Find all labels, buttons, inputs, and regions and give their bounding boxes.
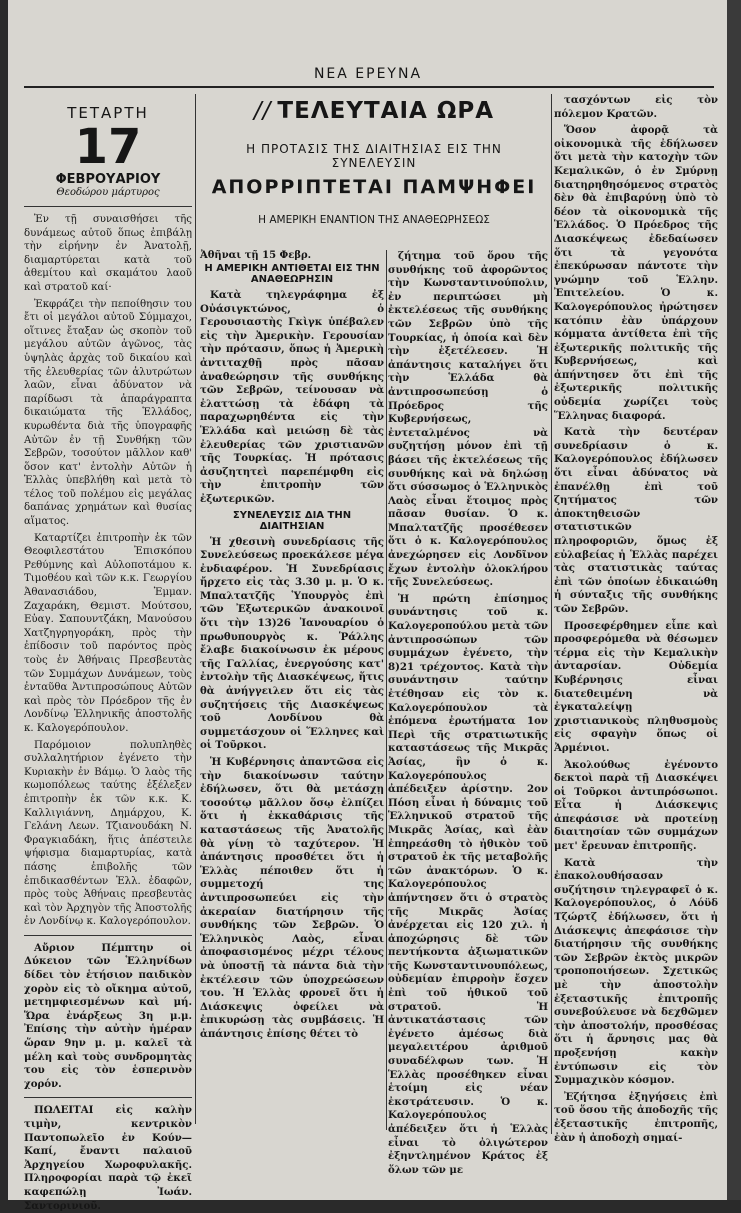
paragraph: Κατὰ τὴν ἐπακολουθήσασαν συζήτησιν τηλεγραφεῖ ὁ κ. Καλογερόπουλος, ὁ Λόϋδ Τζώρτζ ἐδήλωσεν, ὅτι ἡ Διάσκεψις ἀπεφάσισε τὴν διατήρησιν τῆς συνθήκης τῶν Σεβρῶν ἐκτὸς μικρῶν τροποποιήσεων. Σχετικῶς μὲ τὴν ἀποστολὴν ἐξεταστικῆς ἐπιτροπῆς συνεβούλευσε νὰ δεχθῶμεν τὴν ἀποστολήν, προσθέσας ὅτι ἡ ἄρνησις μας θὰ προξενήσῃ κακὴν ἐντύπωσιν εἰς τὸν Συμμαχικὸν κόσμον. xyxy=(554,856,718,1087)
column-1 xyxy=(24,94,192,1212)
column-rule xyxy=(195,94,196,1124)
paragraph: Ἡ πρώτη ἐπίσημος συνάντησις τοῦ κ. Καλογεροπούλου μετὰ τῶν ἀντιπροσώπων τῶν συμμάχων ἐγένετο, τὴν 8)21 τρέχοντος. Κατὰ τὴν συνάντησιν ταύτην ἐτέθησαν εἰς τὸν κ. Καλογερόπουλον τὰ ἑπόμενα ἐρωτήματα 1ον Περὶ τῆς στρατιωτικῆς καταστάσεως τῆς Μικρᾶς Ἀσίας, ἣν ὁ κ. Καλογερόπουλος ἀπέδειξεν ἀρίστην. 2ον Πόση εἶναι ἡ δύναμις τοῦ Ἑλληνικοῦ στρατοῦ τῆς Μικρᾶς Ἀσίας, καὶ ἐὰν ἐπηρεάσθη τὸ ἠθικὸν τοῦ στρατοῦ ἐκ τῆς μεταβολῆς τῶν ἀνακτόρων. Ὁ κ. Καλογερόπουλος ἀπήντησεν ὅτι ὁ στρατὸς τῆς Μικρᾶς Ἀσίας ἀνέρχεται εἰς 120 χιλ. ἡ ἀποχώρησις δὲ τῶν πεντήκοντα ἀξιωματικῶν τῆς Κωνσταντινουπόλεως, οὐδεμίαν ἐπιρροὴν ἔσχεν ἐπὶ τοῦ ἠθικοῦ τοῦ στρατοῦ. Ἡ ἀντικατάστασις τῶν ἐγένετο ἀμέσως διὰ μεγαλειτέρου ἀριθμοῦ συναδέλφων των. Ἡ Ἑλλὰς προσέθηκεν εἶναι ἑτοίμη εἰς νέαν ἐκστράτευσιν. Ὁ κ. Καλογερόπουλος ἀπέδειξεν ὅτι ἡ Ἑλλὰς εἶναι τὸ ὀλιγώτερον ἐξηντλημένον Κράτος ἐξ ὅλων τῶν με xyxy=(388,592,548,1176)
saint-of-day: Θεοδώρου μάρτυρος xyxy=(56,187,160,198)
headline-deck: Η ΑΜΕΡΙΚΗ ΕΝΑΝΤΙΟΝ ΤΗΣ ΑΝΑΘΕΩΡΗΣΕΩΣ xyxy=(258,214,490,226)
divider xyxy=(24,935,192,936)
top-rule xyxy=(24,86,714,88)
day-number: 17 xyxy=(74,119,142,175)
column-3 xyxy=(388,250,548,1176)
divider xyxy=(24,206,192,207)
column-2 xyxy=(200,250,384,1130)
paragraph: Ἐζήτησα ἐξηγήσεις ἐπὶ τοῦ ὅσου τῆς ἀποδοχῆς τῆς ἐξεταστικῆς ἐπιτροπῆς, ἐὰν ἡ ἀποδοχὴ σημαί- xyxy=(554,1090,718,1144)
headline-top: // ΤΕΛΕΥΤΑΙΑ ΩΡΑ xyxy=(253,98,495,124)
day-name: ΤΕΤΑΡΤΗ xyxy=(67,104,149,122)
paragraph: Καταρτίζει ἐπιτροπὴν ἐκ τῶν Θεοφιλεστάτου Ἐπισκόπου Ρεθύμνης καὶ Αὐλοποτάμου κ. Τιμοθέου καὶ τῶν κ.κ. Γεωργίου Ἀθανασιάδου, Ἐμμαν. Ζαχαράκη, Θεμιστ. Μούτσου, Εὐαγ. Σαπουντζάκη, Μανούσου Χατζηγρηγοράκη, πρὸς τὴν ἐπίδοσιν τοῦ παρόντος πρὸς τοὺς ἐν Ἀθήναις Πρεσβευτὰς τῶν Συμμάχων Δυνάμεων, τοὺς ἐνταῦθα Ἀντιπροσώπους Αὐτῶν καὶ πρὸς τὸν Πρόεδρον τῆς ἐν Λονδίνῳ Ἑλληνικῆς ἀποστολῆς κ. Καλογερόπουλον. xyxy=(24,532,192,734)
paragraph: Παρόμοιον πολυπληθὲς συλλαλητήριον ἐγένετο τὴν Κυριακὴν ἐν Βάμῳ. Ὁ λαὸς τῆς κωμοπόλεως ταύτης ἐξέλεξεν ἐπιτροπὴν ἐκ τῶν κ.κ. Κ. Καλλιγιάννη, Δημάρχου, Κ. Γελάνη Λεων. Τζιανουδάκη Ν. Φραγκιαδάκη, ἥτις ἀπέστειλε ψήφισμα διαμαρτυρίας, κατὰ πάσης ἐπιβολῆς τῶν ἐπιδικασθέντων Ἑλλ. ἐδαφῶν, πρὸς τοὺς Ἀθήναις πρεσβευτὰς καὶ τὸν Ἀρχηγὸν τῆς Ἀποστολῆς ἐν Λονδίνῳ κ. Καλογερόπουλον. xyxy=(24,739,192,928)
column-rule xyxy=(551,94,552,1134)
column-rule xyxy=(386,250,387,1130)
paragraph: Προσεφέρθημεν εἶπε καὶ προσφερόμεθα νὰ θέσωμεν τέρμα εἰς τὴν Κεμαλικὴν ἀνταρσίαν. Οὐδεμία Κυβέρνησις εἶναι διατεθειμένη νὰ ἐγκαταλείψῃ χριστιανικοὺς πληθυσμοὺς εἰς σφαγὴν ὅπως οἱ Ἀρμένιοι. xyxy=(554,619,718,754)
paragraph: Ὅσον ἀφορᾷ τὰ οἰκονομικὰ τῆς ἐδήλωσεν ὅτι μετὰ τὴν κατοχὴν τῶν Κεμαλικῶν, ὁ ἐν Σμύρνῃ διατηρηθησόμενος στρατὸς δὲν θὰ ἐπιβαρύνῃ ὑπὸ τὸ δέον τὰ οἰκονομικὰ τῆς Ἑλλάδος. Ὁ Πρόεδρος τῆς Διασκέψεως ἐδεδαίωσεν ὅτι τὰ γεγονότα ἐπεκύρωσαν πάντοτε τὴν γνώμην τοῦ Ἑλλην. Ἐπιτελείου. Ὁ κ. Καλογερόπουλος ἠρώτησεν κατόπιν ἐὰν ὑπάρχουν κόμματα ἀντίθετα ἐπὶ τῆς ἐξωτερικῆς πολιτικῆς τῆς Κυβερνήσεως, καὶ ἀπήντησεν ὅτι ἐπὶ τῆς ἐξωτερικῆς πολιτικῆς οὐδεμία χωρίζει τοὺς Ἕλληνας διαφορά. xyxy=(554,124,718,422)
subhead-assembly: ΣΥΝΕΛΕΥΣΙΣ ΔΙΑ ΤΗΝ ΔΙΑΙΤΗΣΙΑΝ xyxy=(232,509,352,532)
page-edge xyxy=(727,0,741,1200)
headline-main: ΑΠΟΡΡΙΠΤΕΤΑΙ ΠΑΜΨΗΦΕΙ xyxy=(211,176,537,198)
paragraph: Κατὰ τηλεγράφημα ἐξ Οὐάσιγκτώνος, ὁ Γερουσιαστὴς Γκὶγκ ὑπέβαλεν εἰς τὴν Ἀμερικὴν. Γερουσίαν τὴν πρότασιν, ὅπως ἡ Ἀμερικὴ ἀντιταχθῇ πρὸς πᾶσαν ἀναθεώρησιν τῆς συνθήκης τῶν Σεβρῶν, τείνουσαν νὰ ἐλαττώσῃ τὰ ἐδάφη τὰ παραχωρηθέντα εἰς τὴν Ἑλλάδα καὶ μειώσῃ δὲ τὰς ἐλευθερίας τῶν χριστιανῶν τῆς Τουρκίας. Ἡ πρότασις ἀσυζητητεὶ παρεπέμφθη εἰς τὴν ἐπιτροπὴν τῶν ἐξωτερικῶν. xyxy=(200,289,384,505)
paragraph: Κατὰ τὴν δευτέραν συνεδρίασιν ὁ κ. Καλογερόπουλος ἐδήλωσεν ὅτι εἶναι ἀδύνατος νὰ ἐπανέλθῃ ἐπὶ τοῦ ζητήματος τῶν ἀποκτηθεισῶν στατιστικῶν πληροφοριῶν, ὅμως ἐξ εὐλαβείας ἡ Ἑλλὰς παρέχει τὰς στατιστικὰς ταύτας ἐπὶ τῶν ὁποίων ἐδικαιώθη ἡ σύνταξις τῆς συνθήκης τῶν Σεβρῶν. xyxy=(554,426,718,615)
paragraph: Ἡ χθεσινὴ συνεδρίασις τῆς Συνελεύσεως προεκάλεσε μέγα ἐνδιαφέρον. Ἡ Συνεδρίασις ἤρχετο εἰς τὰς 3.30 μ. μ. Ὁ κ. Μπαλτατζῆς Ὑπουργὸς ἐπὶ τῶν Ἐξωτερικῶν ἀνακοινοῖ ὅτι τὴν 13)26 Ἰανουαρίου ὁ πρωθυπουργὸς κ. Ῥάλλης ἔλαβε διακοίνωσιν ἐκ μέρους τῆς Γαλλίας, ἐνεργούσης κατ' ἐντολὴν τῆς Διασκέψεως, ἥτις θὰ ἀνήγγειλεν ὅτι εἰς τὰς συζητήσεις τῆς Διασκέψεως τοῦ Λονδίνου θὰ συμμετάσχουν οἱ Ἕλληνες καὶ οἱ Τοῦρκοι. xyxy=(200,535,384,752)
paragraph: ζήτημα τοῦ ὅρου τῆς συνθήκης τοῦ ἀφορῶντος τὴν Κωνσταντινούπολιν, ἐν περιπτώσει μὴ ἐκτελέσεως τῆς συνθήκης τῶν Σεβρῶν ὑπὸ τῆς Τουρκίας, ἡ ὁποία καὶ δὲν τὴν ἐξετέλεσεν. Ἡ ἀπάντησις καταλήγει ὅτι τὴν Ἑλλάδα θὰ ἀντιπροσωπεύσῃ ὁ Πρόεδρος τῆς Κυβερνήσεως, ἐντεταλμένος νὰ συζητήσῃ μόνον ἐπὶ τῇ βάσει τῆς ἐκτελέσεως τῆς συνθήκης καὶ νὰ δηλώσῃ ὅτι σύσσωμος ὁ Ἑλληνικὸς Λαὸς εἶναι ἕτοιμος πρὸς πᾶσαν θυσίαν. Ὁ κ. Μπαλτατζῆς προσέθεσεν ὅτι ὁ κ. Καλογερόπουλος ἀνεχώρησεν εἰς Λονδῖνον ἔχων ἐντολὴν ὁλοκλήρου τῆς Συνελεύσεως. xyxy=(388,250,548,589)
notice-dance: Αὔριον Πέμπτην οἱ Δύκειον τῶν Ἑλληνίδων δίδει τὸν ἑτήσιον παιδικὸν χορὸν εἰς τὸ οἴκημα αὐτοῦ, μετημφιεσμένων καὶ μή. Ὥρα ἐνάρξεως 3η μ.μ. Ἐπίσης τὴν αὐτὴν ἡμέραν ὥραν 9ην μ. μ. καλεῖ τὰ μέλη καὶ τοὺς συνδρομητὰς του εἰς τὸν ἑσπερινὸν χορόν. xyxy=(24,941,192,1090)
paragraph: Ἡ Κυβέρνησις ἀπαντῶσα εἰς τὴν διακοίνωσιν ταύτην ἐδήλωσεν, ὅτι θὰ μετάσχῃ τοσούτῳ μᾶλλον ὅσῳ ἐλπίζει ὅτι ἡ ἐκκαθάρισις τῆς καταστάσεως τῆς Ἀνατολῆς θὰ γίνῃ τὸ ταχύτερον. Ἡ ἀπάντησις προσθέτει ὅτι ἡ Ἑλλὰς πέποιθεν ὅτι ἡ συμμετοχή της ἀντιπροσωπεύει εἰς τὴν ἀκεραίαν διατήρησιν τῆς συνθήκης τῶν Σεβρῶν. Ὁ Ἑλληνικὸς Λαὸς, εἶναι ἀποφασισμένος μέχρι τέλους νὰ ὑποστῇ τὰ πάντα διὰ τὴν ἐκτέλεσιν τῶν ὑποχρεώσεων του. Ἡ Ἑλλὰς φρονεῖ ὅτι ἡ Διάσκεψις ὀφείλει νὰ ἐπικυρώσῃ τὰς συμβάσεις. Ἡ ἀπάντησις ἐπίσης θέτει τὸ xyxy=(200,756,384,1040)
column-4 xyxy=(554,94,718,1154)
subhead-america: Η ΑΜΕΡΙΚΗ ΑΝΤΙΘΕΤΑΙ ΕΙΣ ΤΗΝ ΑΝΑΘΕΩΡΗΣΙΝ xyxy=(204,263,380,285)
paragraph: τασχόντων εἰς τὸν πόλεμον Κρατῶν. xyxy=(554,94,718,120)
month-name: ΦΕΒΡΟΥΑΡΙΟΥ xyxy=(55,172,161,187)
newspaper-page xyxy=(8,0,728,1212)
divider xyxy=(24,1097,192,1098)
headline-top-text: ΤΕΛΕΥΤΑΙΑ ΩΡΑ xyxy=(277,98,495,124)
headline-kicker: Η ΠΡΟΤΑΣΙΣ ΤΗΣ ΔΙΑΙΤΗΣΙΑΣ ΕΙΣ ΤΗΝ ΣΥΝΕΛΕΥΣΙΝ xyxy=(246,142,502,170)
masthead: ΝΕΑ ΕΡΕΥΝΑ xyxy=(313,66,423,82)
paragraph: Ἐκφράζει τὴν πεποίθησιν του ἔτι οἱ μεγάλοι αὐτοῦ Σύμμαχοι, οἵτινες ἔταξαν ὡς σκοπὸν τοῦ μεγάλου αὐτῶν ἀγῶνος, τὰς ὑψηλὰς ἀρχὰς τοῦ δικαίου καὶ τῆς ἐλευθερίας τῶν ἀλυτρώτων λαῶν, εἶναι ἀδύνατον νὰ παρίδωσι τὰ ἀπαράγραπτα δικαιώματα τῆς Ἑλλάδος, κυρωθέντα διὰ τῆς ὑπογραφῆς Αὐτῶν ἐν τῇ Συνθήκῃ τῶν Σεβρῶν, τοσούτον μᾶλλον καθ' ὅσον κατ' ἐντολὴν Αὐτῶν ἡ Ἑλλὰς ὑπεβλήθη καὶ μετὰ τὸ τέλος τοῦ πολέμου εἰς μεγάλας δαπάνας χρημάτων καὶ θυσίας αἵματος. xyxy=(24,298,192,528)
dateline: Ἀθῆναι τῇ 15 Φεβρ. xyxy=(200,250,312,261)
notice-for-sale: ΠΩΛΕΙΤΑΙ εἰς καλὴν τιμὴν, κεντρικὸν Παντοπωλεῖο ἐν Κούν—Καπί, ἔναντι παλαιοῦ Ἀρχηγείου Χωροφυλακῆς. Πληροφορίαι παρὰ τῷ ἐκεῖ καφεπώλῃ Ἰωάν. Σαντορινιοῦ. xyxy=(24,1104,192,1212)
paragraph: Ἀκολούθως ἐγένοντο δεκτοὶ παρὰ τῇ Διασκέψει οἱ Τοῦρκοι ἀντιπρόσωποι. Εἶτα ἡ Διάσκεψις ἀπεφάσισε νὰ προτείνῃ διαιτησίαν τῶν συμμάχων μετ' ἔρευναν ἐπιτροπῆς. xyxy=(554,758,718,853)
paragraph: Ἐν τῇ συναισθήσει τῆς δυνάμεως αὐτοῦ ὅπως ἐπιβάλῃ τὴν εἰρήνην ἐν Ἀνατολῇ, διαμαρτύρεται κατὰ τοῦ ἀθεμίτου καὶ σκαμάτου λαοῦ καὶ στρατοῦ καί· xyxy=(24,214,192,293)
